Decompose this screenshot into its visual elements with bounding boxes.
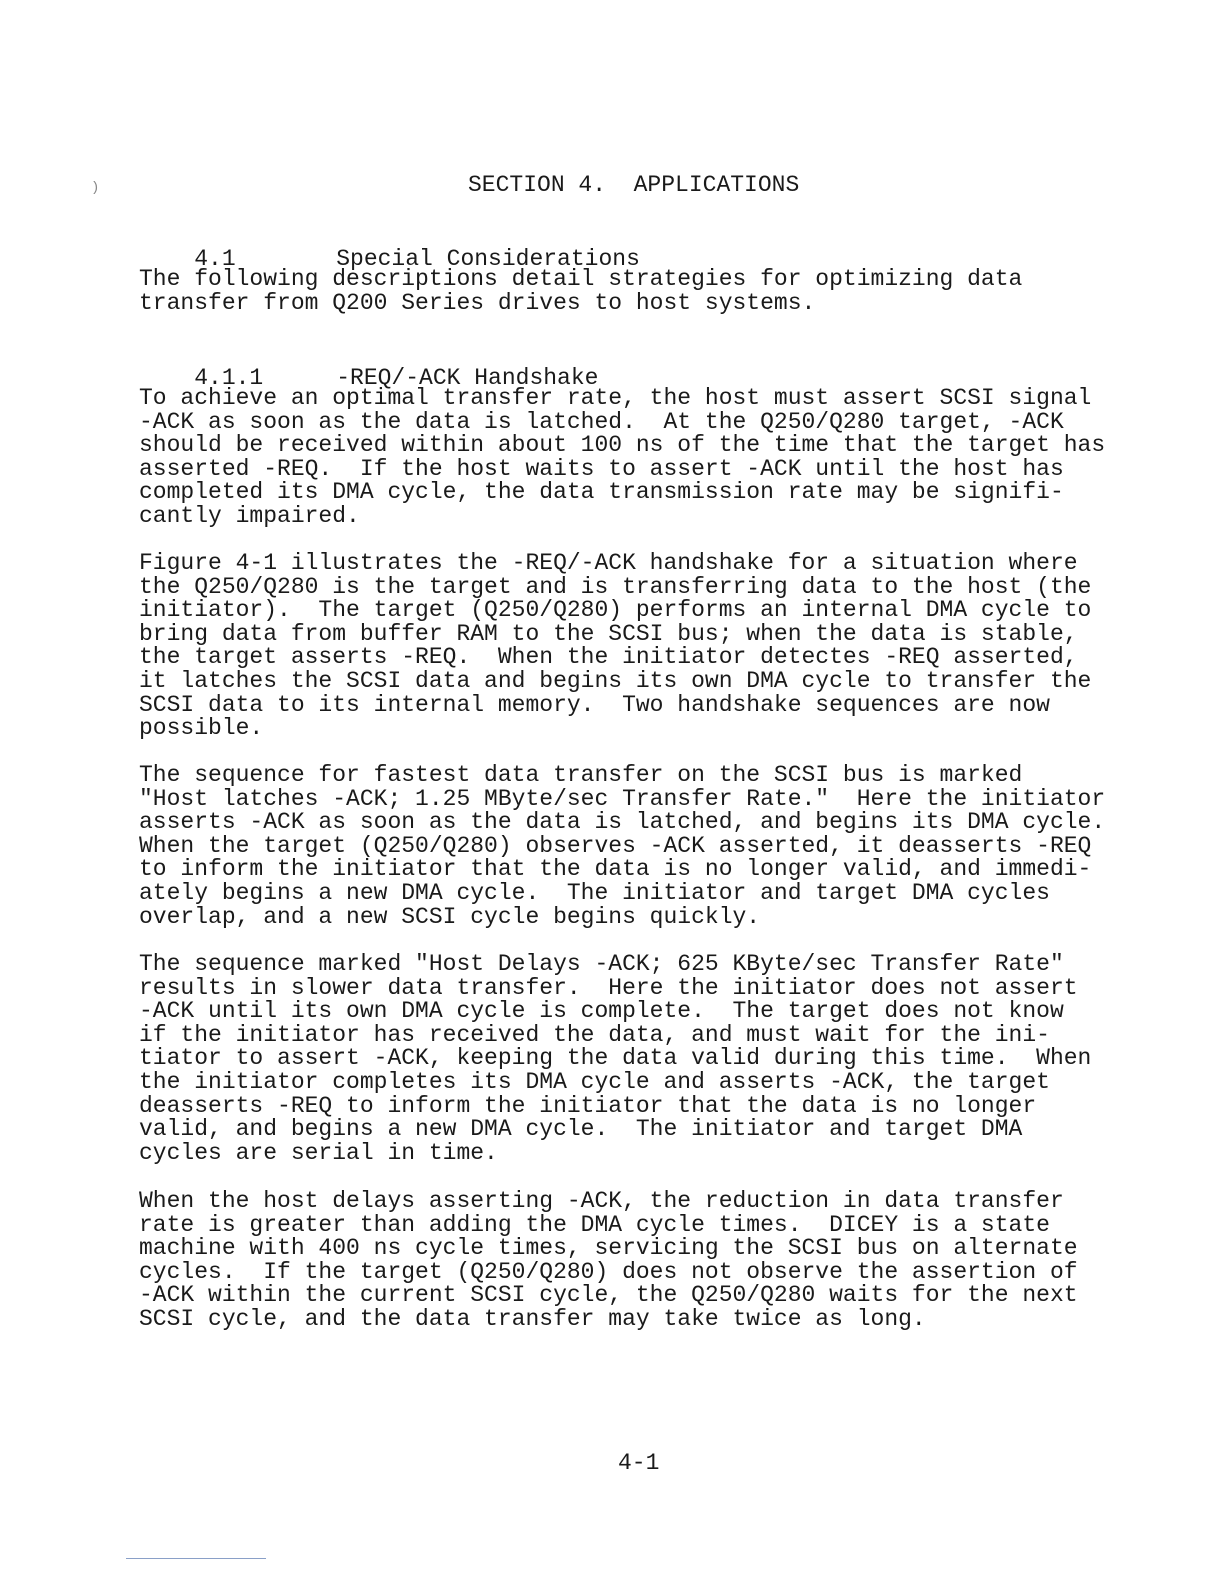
heading-4-1-1-number: 4.1.1	[194, 365, 264, 391]
intro-paragraph: The following descriptions detail strategies for optimizing data transfer from Q200 Series drives to host systems.	[139, 266, 1023, 316]
section-title: SECTION 4. APPLICATIONS	[468, 172, 800, 198]
margin-mark: )	[91, 180, 100, 196]
paragraph-figure-4-1: Figure 4-1 illustrates the -REQ/-ACK handshake for a situation where the Q250/Q280 is the target and is transferring data to the host (the initiator). The target (Q250/Q280) performs an internal DMA cycle to bring data from buffer RAM to the SCSI bus; when the data is stable, the target asserts -REQ. When the initiator detectes -REQ asserted, it latches the SCSI data and begins its own DMA cycle to transfer the SCSI data to its internal memory. Two handshake sequences are now possible.	[139, 550, 1092, 742]
paragraph-dicey: When the host delays asserting -ACK, the reduction in data transfer rate is greater than adding the DMA cycle times. DICEY is a state machine with 400 ns cycle times, servicing the SCSI bus on alternate cycles. If the target (Q250/Q280) does not observe the assertion of -ACK within the current SCSI cycle, the Q250/Q280 waits for the next SCSI cycle, and the data transfer may take twice as long.	[139, 1188, 1078, 1332]
paragraph-ack-timing: To achieve an optimal transfer rate, the host must assert SCSI signal -ACK as soon as the data is latched. At the Q250/Q280 target, -ACK should be received within about 100 ns of the time that the target has asserted -REQ. If the host waits to assert -ACK until the host has completed its DMA cycle, the data transmission rate may be signifi- cantly impaired.	[139, 385, 1106, 529]
heading-4-1-1-title: -REQ/-ACK Handshake	[336, 365, 599, 391]
heading-4-1-number: 4.1	[194, 246, 236, 272]
footer-rule	[126, 1558, 266, 1559]
paragraph-fastest-sequence: The sequence for fastest data transfer on the SCSI bus is marked "Host latches -ACK; 1.25 MByte/sec Transfer Rate." Here the initiator asserts -ACK as soon as the data is latched, and begins its DMA cycle. When the target (Q250/Q280) observes -ACK asserted, it deasserts -REQ to inform the initiator that the data is no longer valid, and immedi- ately begins a new DMA cycle. The initiator and target DMA cycles overlap, and a new SCSI cycle begins quickly.	[139, 762, 1106, 930]
heading-4-1-title: Special Considerations	[336, 246, 640, 272]
page-number: 4-1	[618, 1450, 660, 1476]
paragraph-host-delays: The sequence marked "Host Delays -ACK; 625 KByte/sec Transfer Rate" results in slower data transfer. Here the initiator does not assert -ACK until its own DMA cycle is complete. The target does not know if the initiator has received the data, and must wait for the ini- tiator to assert -ACK, keeping the data valid during this time. When the initiator completes its DMA cycle and asserts -ACK, the target deasserts -REQ to inform the initiator that the data is no longer valid, and begins a new DMA cycle. The initiator and target DMA cycles are serial in time.	[139, 951, 1092, 1166]
